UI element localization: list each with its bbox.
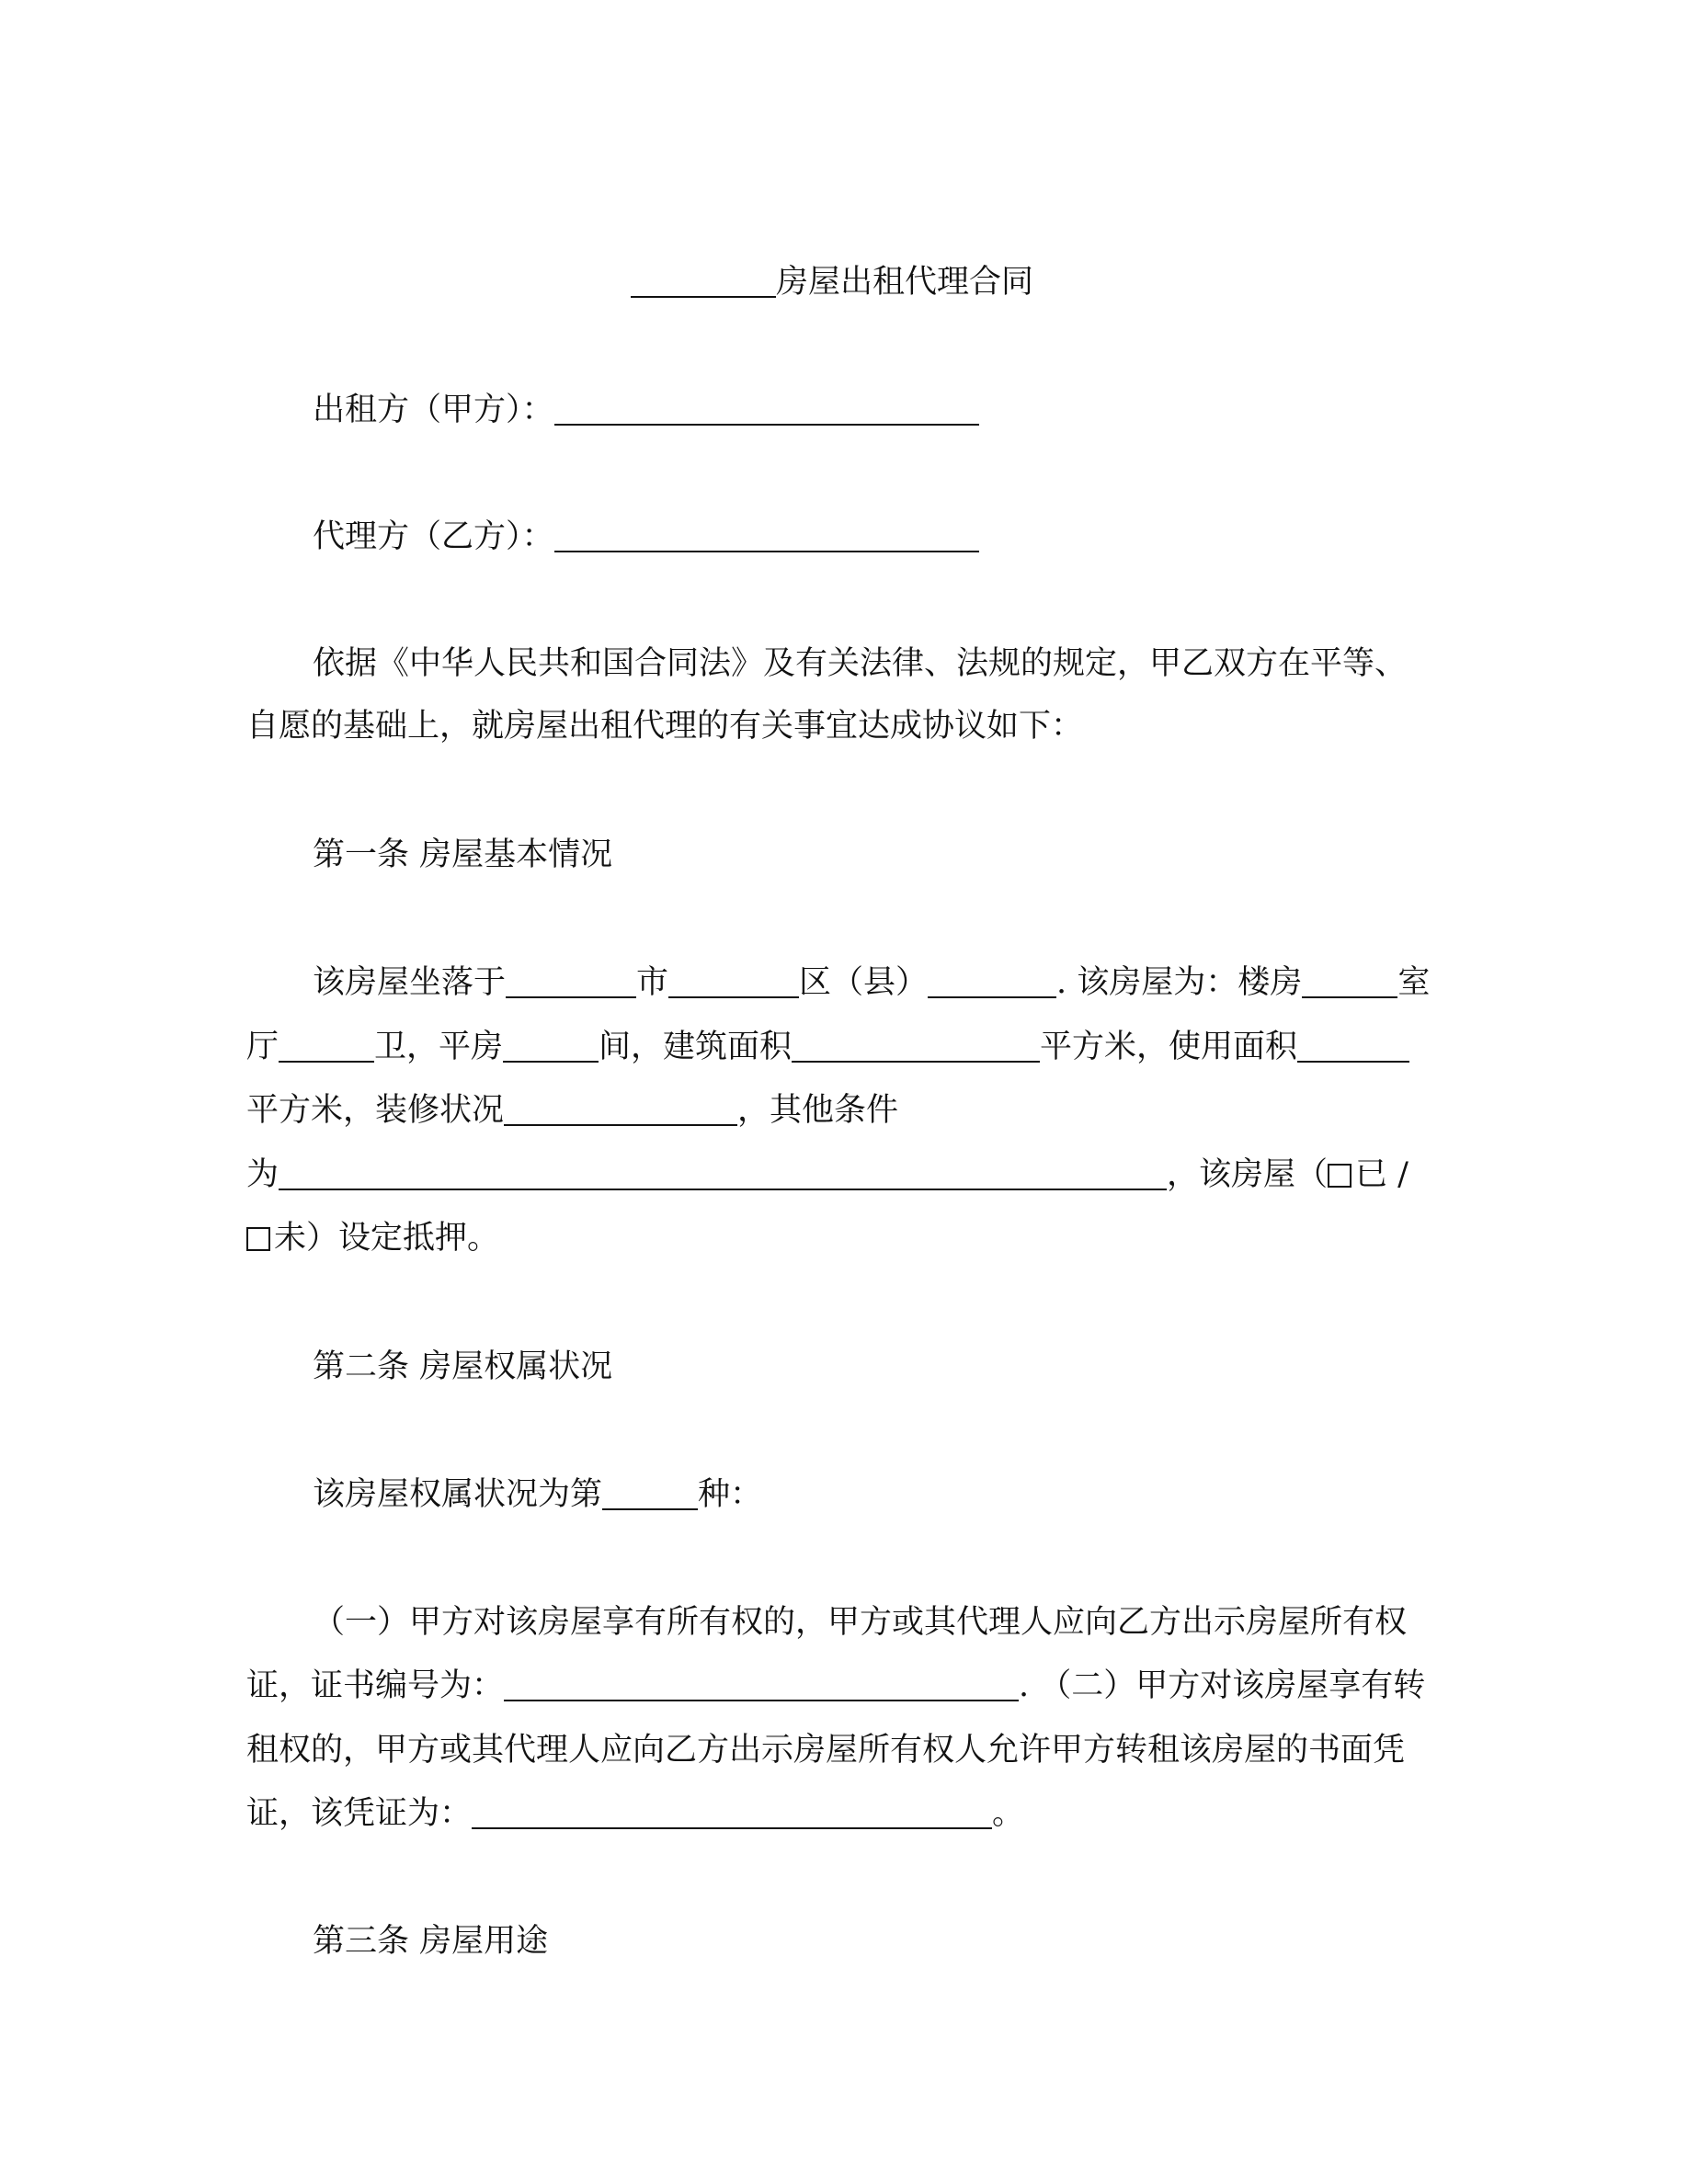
mortgaged-no-checkbox[interactable] — [246, 1227, 270, 1251]
intro-line-2: 自愿的基础上，就房屋出租代理的有关事宜达成协议如下： — [246, 708, 1084, 745]
text: ，其他条件 — [737, 1092, 899, 1129]
text: 平方米，使用面积 — [1040, 1029, 1298, 1065]
article-2-para-1 — [313, 1474, 762, 1515]
party-b-label: 代理方（乙方）： — [313, 518, 554, 555]
rooms-blank[interactable] — [1302, 963, 1397, 998]
text: 平方米，装修状况 — [246, 1092, 505, 1129]
title-line — [631, 262, 1033, 302]
usable-area-blank[interactable] — [1297, 1028, 1409, 1063]
article-1-line-4 — [246, 1155, 1409, 1195]
text: 。 — [992, 1795, 1025, 1832]
text: 该房屋坐落于 — [313, 964, 507, 1001]
text: . 该房屋为：楼房 — [1056, 964, 1303, 1001]
city-blank[interactable] — [506, 963, 636, 998]
text: 证，该凭证为： — [246, 1795, 473, 1832]
certificate-number-blank[interactable] — [504, 1666, 1019, 1701]
intro-line-1: 依据《中华人民共和国合同法》及有关法律、法规的规定，甲乙双方在平等、 — [313, 645, 1408, 682]
article-2-para-2-line-1: （一）甲方对该房屋享有所有权的，甲方或其代理人应向乙方出示房屋所有权 — [313, 1604, 1408, 1641]
article-2-para-2-line-3: 租权的，甲方或其代理人应向乙方出示房屋所有权人允许甲方转租该房屋的书面凭 — [246, 1732, 1406, 1769]
floor-area-blank[interactable] — [792, 1028, 1040, 1063]
district-blank[interactable] — [668, 963, 799, 998]
article-1-line-2 — [246, 1027, 1409, 1067]
article-2-para-2-line-2 — [246, 1666, 1425, 1706]
address-blank[interactable] — [928, 963, 1056, 998]
article-1-line-5 — [246, 1218, 499, 1258]
sublease-certificate-blank[interactable] — [472, 1794, 992, 1829]
halls-blank[interactable] — [279, 1028, 374, 1063]
text: ，该房屋（ — [1167, 1156, 1329, 1193]
text: 证，证书编号为： — [246, 1667, 505, 1704]
ownership-type-blank[interactable] — [602, 1475, 698, 1510]
text: 已 / — [1355, 1156, 1409, 1193]
text: 市 — [636, 964, 669, 1001]
text: 为 — [246, 1156, 279, 1193]
mortgaged-yes-checkbox[interactable] — [1328, 1164, 1352, 1188]
party-b-blank[interactable] — [554, 518, 979, 552]
text: 卫，平房 — [374, 1029, 504, 1065]
text: 厅 — [246, 1029, 279, 1065]
text: 该房屋权属状况为第 — [313, 1476, 603, 1513]
party-a-blank[interactable] — [554, 391, 979, 426]
bungalow-blank[interactable] — [503, 1028, 599, 1063]
article-1-line-1 — [313, 962, 1430, 1003]
text: 间，建筑面积 — [599, 1029, 793, 1065]
party-b-line — [313, 517, 979, 557]
text: . （二）甲方对该房屋享有转 — [1019, 1667, 1426, 1704]
article-2-heading: 第二条 房屋权属状况 — [313, 1348, 613, 1385]
article-1-line-3 — [246, 1090, 898, 1131]
other-conditions-blank[interactable] — [279, 1155, 1167, 1190]
title-blank[interactable] — [631, 263, 776, 298]
text: 种： — [698, 1476, 763, 1513]
document-title: 房屋出租代理合同 — [776, 264, 1034, 301]
decoration-blank[interactable] — [504, 1091, 737, 1126]
party-a-line — [313, 390, 979, 430]
article-1-heading: 第一条 房屋基本情况 — [313, 836, 613, 873]
text: 室 — [1397, 964, 1431, 1001]
party-a-label: 出租方（甲方）： — [313, 392, 554, 428]
text: 未）设定抵押。 — [274, 1220, 500, 1257]
article-2-para-2-line-4 — [246, 1793, 1024, 1834]
text: 区（县） — [799, 964, 929, 1001]
article-3-heading: 第三条 房屋用途 — [313, 1923, 549, 1960]
